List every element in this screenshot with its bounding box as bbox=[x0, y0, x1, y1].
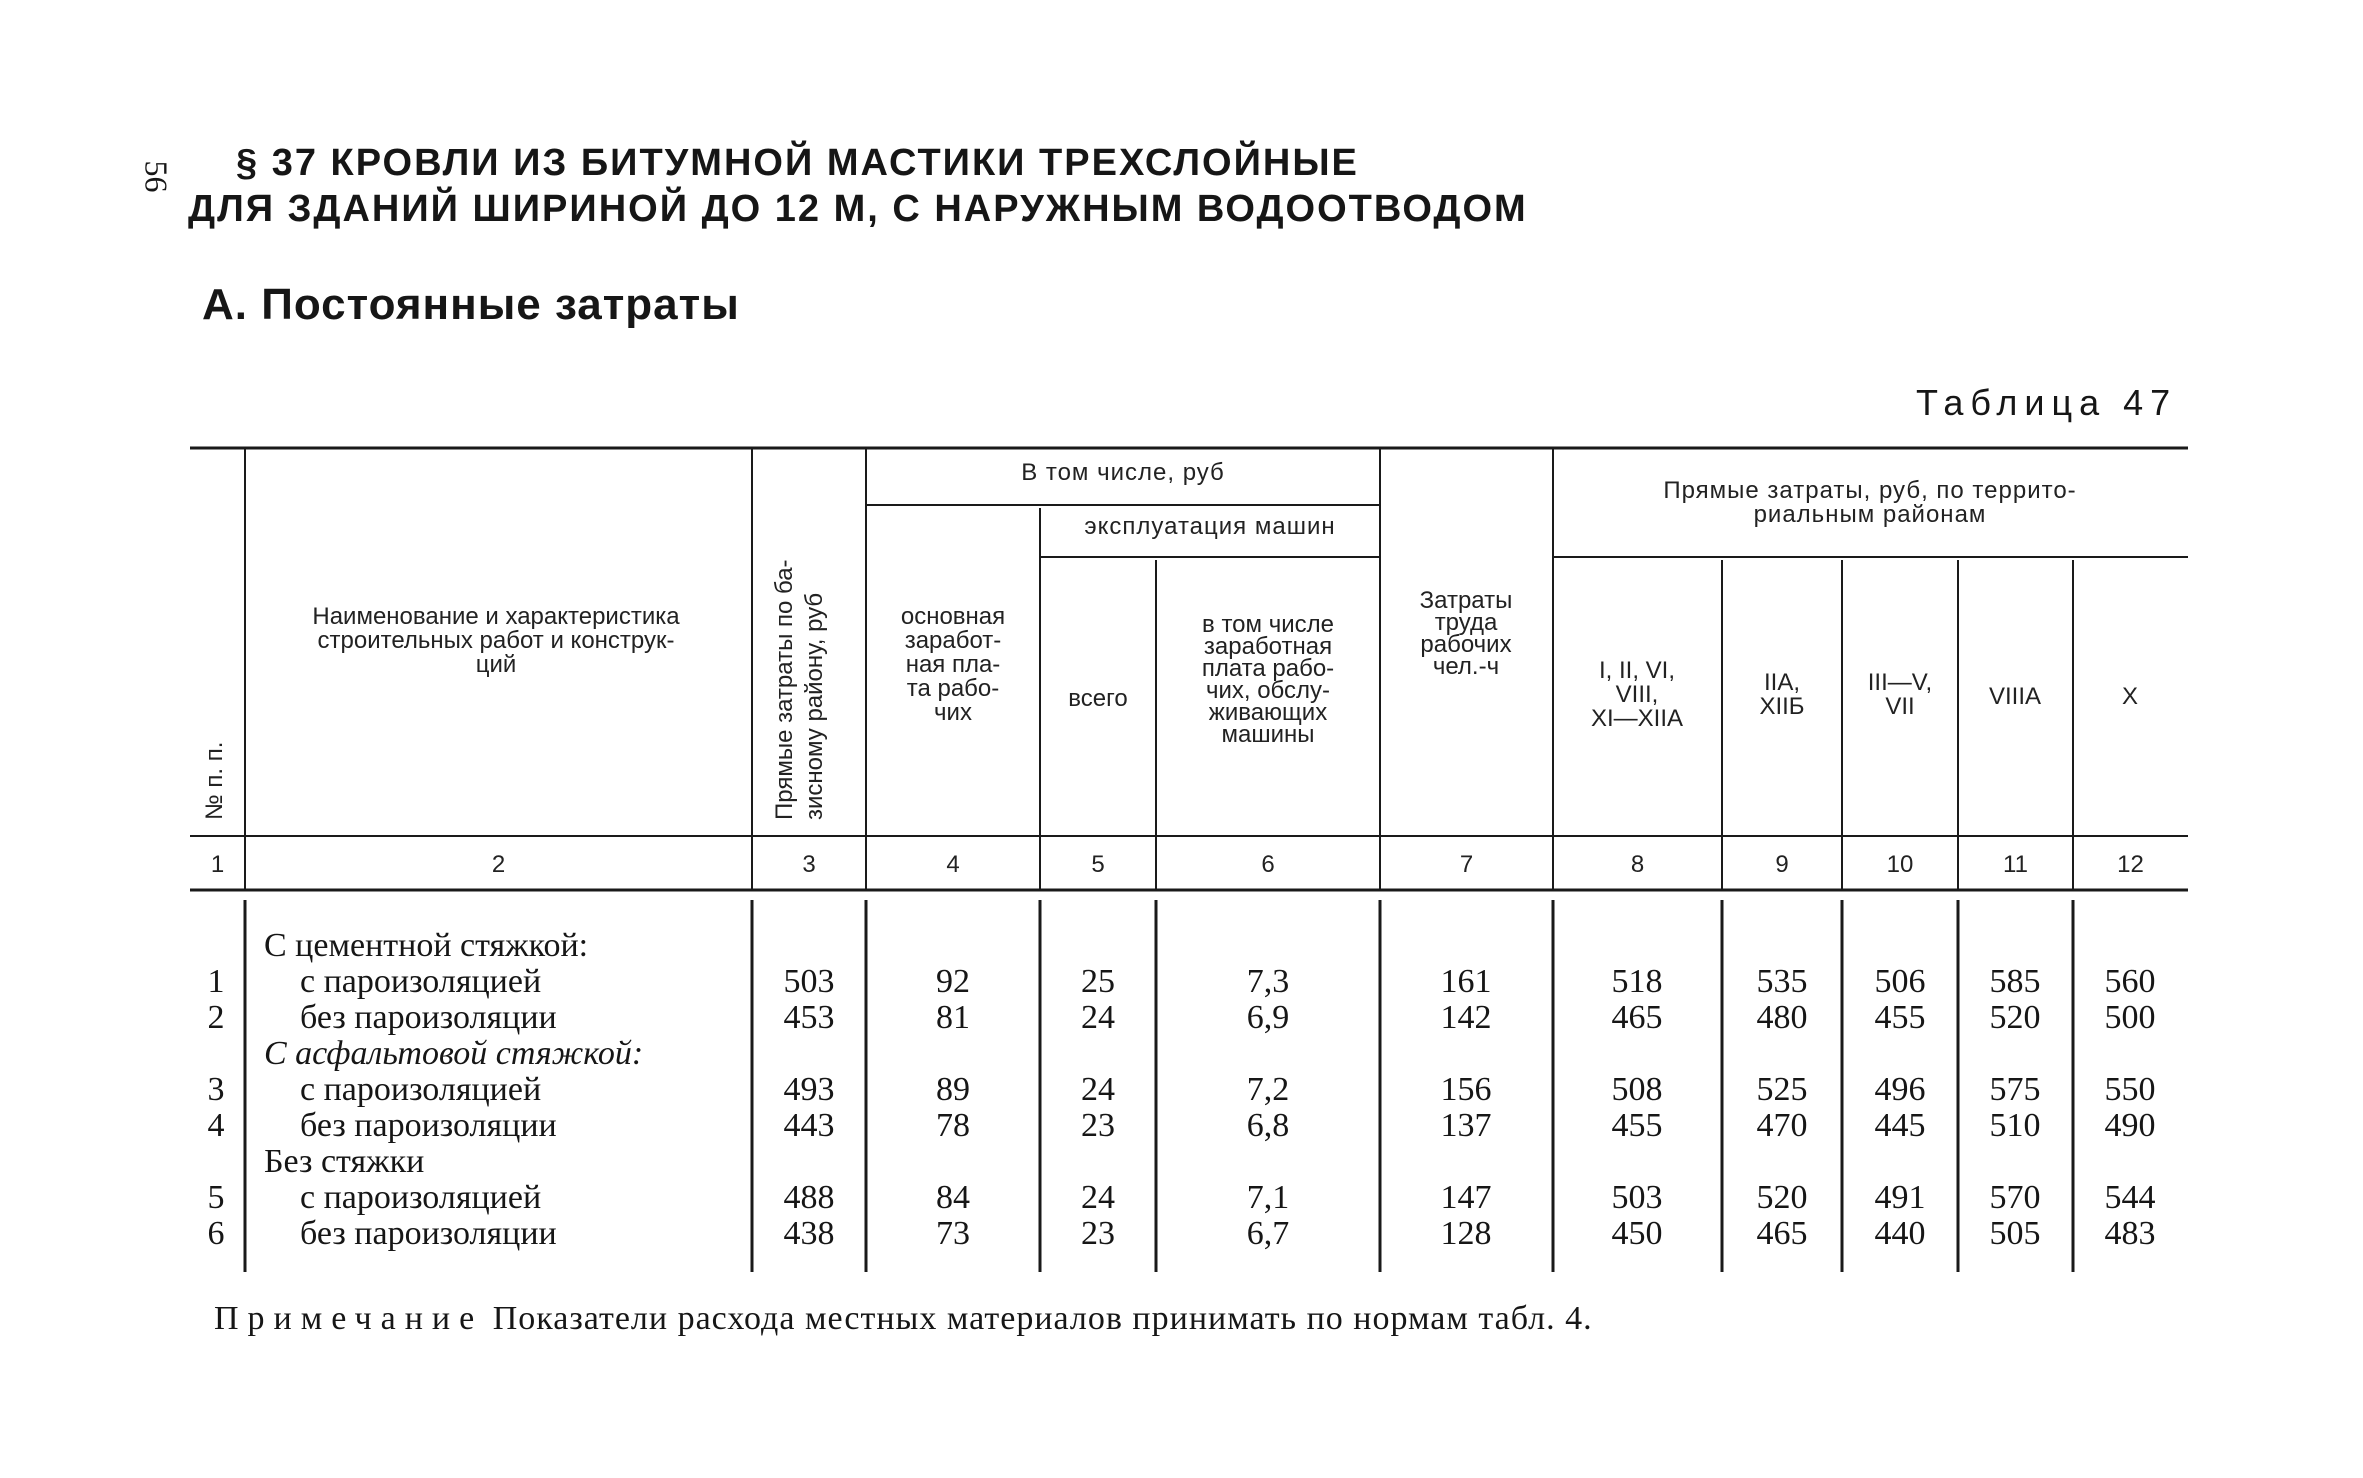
column-number: 10 bbox=[1886, 851, 1914, 878]
cell-value: 503 bbox=[783, 963, 835, 1000]
col4-header: чих bbox=[934, 699, 972, 726]
row-number: 5 bbox=[207, 1179, 225, 1216]
cell-value: 550 bbox=[2104, 1071, 2156, 1108]
cell-value: 440 bbox=[1874, 1215, 1926, 1252]
col6-header: плата рабо- bbox=[1201, 655, 1335, 682]
group-label: Без стяжки bbox=[264, 1143, 425, 1180]
col3-header: Прямые затраты по ба- bbox=[771, 559, 798, 820]
cell-value: 453 bbox=[783, 999, 835, 1036]
col3-header: зисному району, руб bbox=[801, 592, 828, 820]
cell-value: 147 bbox=[1440, 1179, 1492, 1216]
row-number: 1 bbox=[207, 963, 225, 1000]
row-name: без пароизоляции bbox=[300, 999, 557, 1036]
cell-value: 496 bbox=[1874, 1071, 1926, 1108]
cell-value: 89 bbox=[936, 1071, 970, 1108]
title-line-2: ДЛЯ ЗДАНИЙ ШИРИНОЙ ДО 12 М, С НАРУЖНЫМ ВОДООТВОДОМ bbox=[188, 188, 1528, 230]
col12-header: X bbox=[2121, 683, 2139, 710]
column-number: 5 bbox=[1091, 851, 1105, 878]
cell-value: 25 bbox=[1081, 963, 1115, 1000]
cell-value: 491 bbox=[1874, 1179, 1926, 1216]
cell-value: 455 bbox=[1874, 999, 1926, 1036]
page-number: 56 bbox=[138, 160, 175, 193]
col4-header: основная bbox=[900, 603, 1006, 630]
col6-header: машины bbox=[1221, 721, 1315, 748]
cell-value: 445 bbox=[1874, 1107, 1926, 1144]
cell-value: 465 bbox=[1611, 999, 1663, 1036]
cell-value: 508 bbox=[1611, 1071, 1663, 1108]
col5-header: всего bbox=[1068, 685, 1128, 712]
row-number: 2 bbox=[207, 999, 225, 1036]
cell-value: 137 bbox=[1440, 1107, 1492, 1144]
cell-value: 570 bbox=[1989, 1179, 2041, 1216]
col1-header: № п. п. bbox=[201, 741, 228, 820]
cell-value: 450 bbox=[1611, 1215, 1663, 1252]
group-machines-header: эксплуатация машин bbox=[1084, 513, 1336, 540]
col8-header: XI—XIIA bbox=[1590, 705, 1684, 732]
cell-value: 520 bbox=[1756, 1179, 1808, 1216]
col2-header: строительных работ и конструк- bbox=[317, 627, 675, 654]
table-label: Таблица 47 bbox=[1916, 382, 2178, 423]
row-number: 6 bbox=[207, 1215, 225, 1252]
cell-value: 6,8 bbox=[1246, 1107, 1290, 1144]
col11-header: VIIIA bbox=[1988, 683, 2042, 710]
cell-value: 142 bbox=[1440, 999, 1492, 1036]
column-number: 7 bbox=[1459, 851, 1474, 878]
row-name: без пароизоляции bbox=[300, 1107, 557, 1144]
cell-value: 506 bbox=[1874, 963, 1926, 1000]
column-number: 11 bbox=[2003, 851, 2028, 878]
cell-value: 465 bbox=[1756, 1215, 1808, 1252]
cell-value: 470 bbox=[1756, 1107, 1808, 1144]
row-name: с пароизоляцией bbox=[300, 1071, 542, 1108]
cell-value: 488 bbox=[783, 1179, 835, 1216]
col9-header: XIIБ bbox=[1759, 693, 1805, 720]
col7-header: Затраты bbox=[1419, 587, 1513, 614]
cell-value: 503 bbox=[1611, 1179, 1663, 1216]
col2-header: ций bbox=[475, 651, 517, 678]
column-number: 1 bbox=[210, 851, 225, 878]
cell-value: 544 bbox=[2104, 1179, 2156, 1216]
column-number: 9 bbox=[1775, 851, 1789, 878]
cell-value: 24 bbox=[1081, 1071, 1115, 1108]
cell-value: 520 bbox=[1989, 999, 2041, 1036]
table-note bbox=[214, 1300, 1593, 1338]
col8-header: VIII, bbox=[1615, 681, 1659, 708]
section-title: А. Постоянные затраты bbox=[202, 280, 740, 329]
cell-value: 128 bbox=[1440, 1215, 1492, 1252]
column-number: 8 bbox=[1630, 851, 1645, 878]
column-number: 6 bbox=[1261, 851, 1275, 878]
col4-header: заработ- bbox=[904, 627, 1002, 654]
cell-value: 6,7 bbox=[1246, 1215, 1290, 1252]
col2-header: Наименование и характеристика bbox=[312, 603, 680, 630]
cell-value: 510 bbox=[1989, 1107, 2041, 1144]
cell-value: 493 bbox=[783, 1071, 835, 1108]
cell-value: 518 bbox=[1611, 963, 1663, 1000]
cell-value: 438 bbox=[783, 1215, 835, 1252]
group-regions-header: Прямые затраты, руб, по террито- bbox=[1663, 477, 2077, 504]
col6-header: чих, обслу- bbox=[1205, 677, 1331, 704]
col7-header: чел.-ч bbox=[1432, 653, 1500, 680]
cell-value: 525 bbox=[1756, 1071, 1808, 1108]
column-number: 3 bbox=[802, 851, 816, 878]
col4-header: ная пла- bbox=[905, 651, 1001, 678]
cell-value: 81 bbox=[936, 999, 970, 1036]
cell-value: 156 bbox=[1440, 1071, 1492, 1108]
col6-header: живающих bbox=[1208, 699, 1328, 726]
cell-value: 7,1 bbox=[1246, 1179, 1290, 1216]
col8-header: I, II, VI, bbox=[1598, 657, 1676, 684]
col10-header: III—V, bbox=[1867, 669, 1933, 696]
row-name: с пароизоляцией bbox=[300, 963, 542, 1000]
title-line-1: § 37 КРОВЛИ ИЗ БИТУМНОЙ МАСТИКИ ТРЕХСЛОЙНЫЕ bbox=[236, 142, 1359, 184]
col10-header: VII bbox=[1885, 693, 1915, 720]
col7-header: рабочих bbox=[1420, 631, 1512, 658]
cell-value: 84 bbox=[936, 1179, 970, 1216]
cell-value: 443 bbox=[783, 1107, 835, 1144]
col6-header: заработная bbox=[1203, 633, 1333, 660]
col9-header: IIA, bbox=[1763, 669, 1801, 696]
cell-value: 483 bbox=[2104, 1215, 2156, 1252]
row-name: без пароизоляции bbox=[300, 1215, 557, 1252]
cell-value: 23 bbox=[1081, 1107, 1115, 1144]
cell-value: 480 bbox=[1756, 999, 1808, 1036]
group-including-header: В том числе, руб bbox=[1021, 459, 1225, 486]
cell-value: 490 bbox=[2104, 1107, 2156, 1144]
row-name: с пароизоляцией bbox=[300, 1179, 542, 1216]
cell-value: 78 bbox=[936, 1107, 970, 1144]
row-number: 3 bbox=[207, 1071, 225, 1108]
cell-value: 92 bbox=[936, 963, 970, 1000]
cell-value: 575 bbox=[1989, 1071, 2041, 1108]
cell-value: 500 bbox=[2104, 999, 2156, 1036]
cell-value: 6,9 bbox=[1246, 999, 1290, 1036]
group-regions-header: риальным районам bbox=[1753, 501, 1987, 528]
cell-value: 161 bbox=[1440, 963, 1492, 1000]
note-text: Показатели расхода местных материалов принимать по нормам табл. 4. bbox=[492, 1300, 1593, 1337]
cell-value: 535 bbox=[1756, 963, 1808, 1000]
cell-value: 24 bbox=[1081, 1179, 1115, 1216]
cell-value: 23 bbox=[1081, 1215, 1115, 1252]
cell-value: 455 bbox=[1611, 1107, 1663, 1144]
col6-header: в том числе bbox=[1202, 611, 1334, 638]
cell-value: 24 bbox=[1081, 999, 1115, 1036]
cell-value: 7,2 bbox=[1246, 1071, 1290, 1108]
row-number: 4 bbox=[207, 1107, 225, 1144]
group-label: С асфальтовой стяжкой: bbox=[264, 1035, 644, 1072]
column-number: 4 bbox=[946, 851, 960, 878]
cell-value: 505 bbox=[1989, 1215, 2041, 1252]
cell-value: 560 bbox=[2104, 963, 2156, 1000]
group-label: С цементной стяжкой: bbox=[264, 927, 589, 964]
col4-header: та рабо- bbox=[906, 675, 1000, 702]
cell-value: 585 bbox=[1989, 963, 2041, 1000]
column-number: 12 bbox=[2117, 851, 2144, 878]
column-number: 2 bbox=[491, 851, 506, 878]
note-label: Примечание bbox=[214, 1300, 484, 1337]
cell-value: 7,3 bbox=[1246, 963, 1290, 1000]
col7-header: труда bbox=[1434, 609, 1498, 636]
cell-value: 73 bbox=[936, 1215, 970, 1252]
